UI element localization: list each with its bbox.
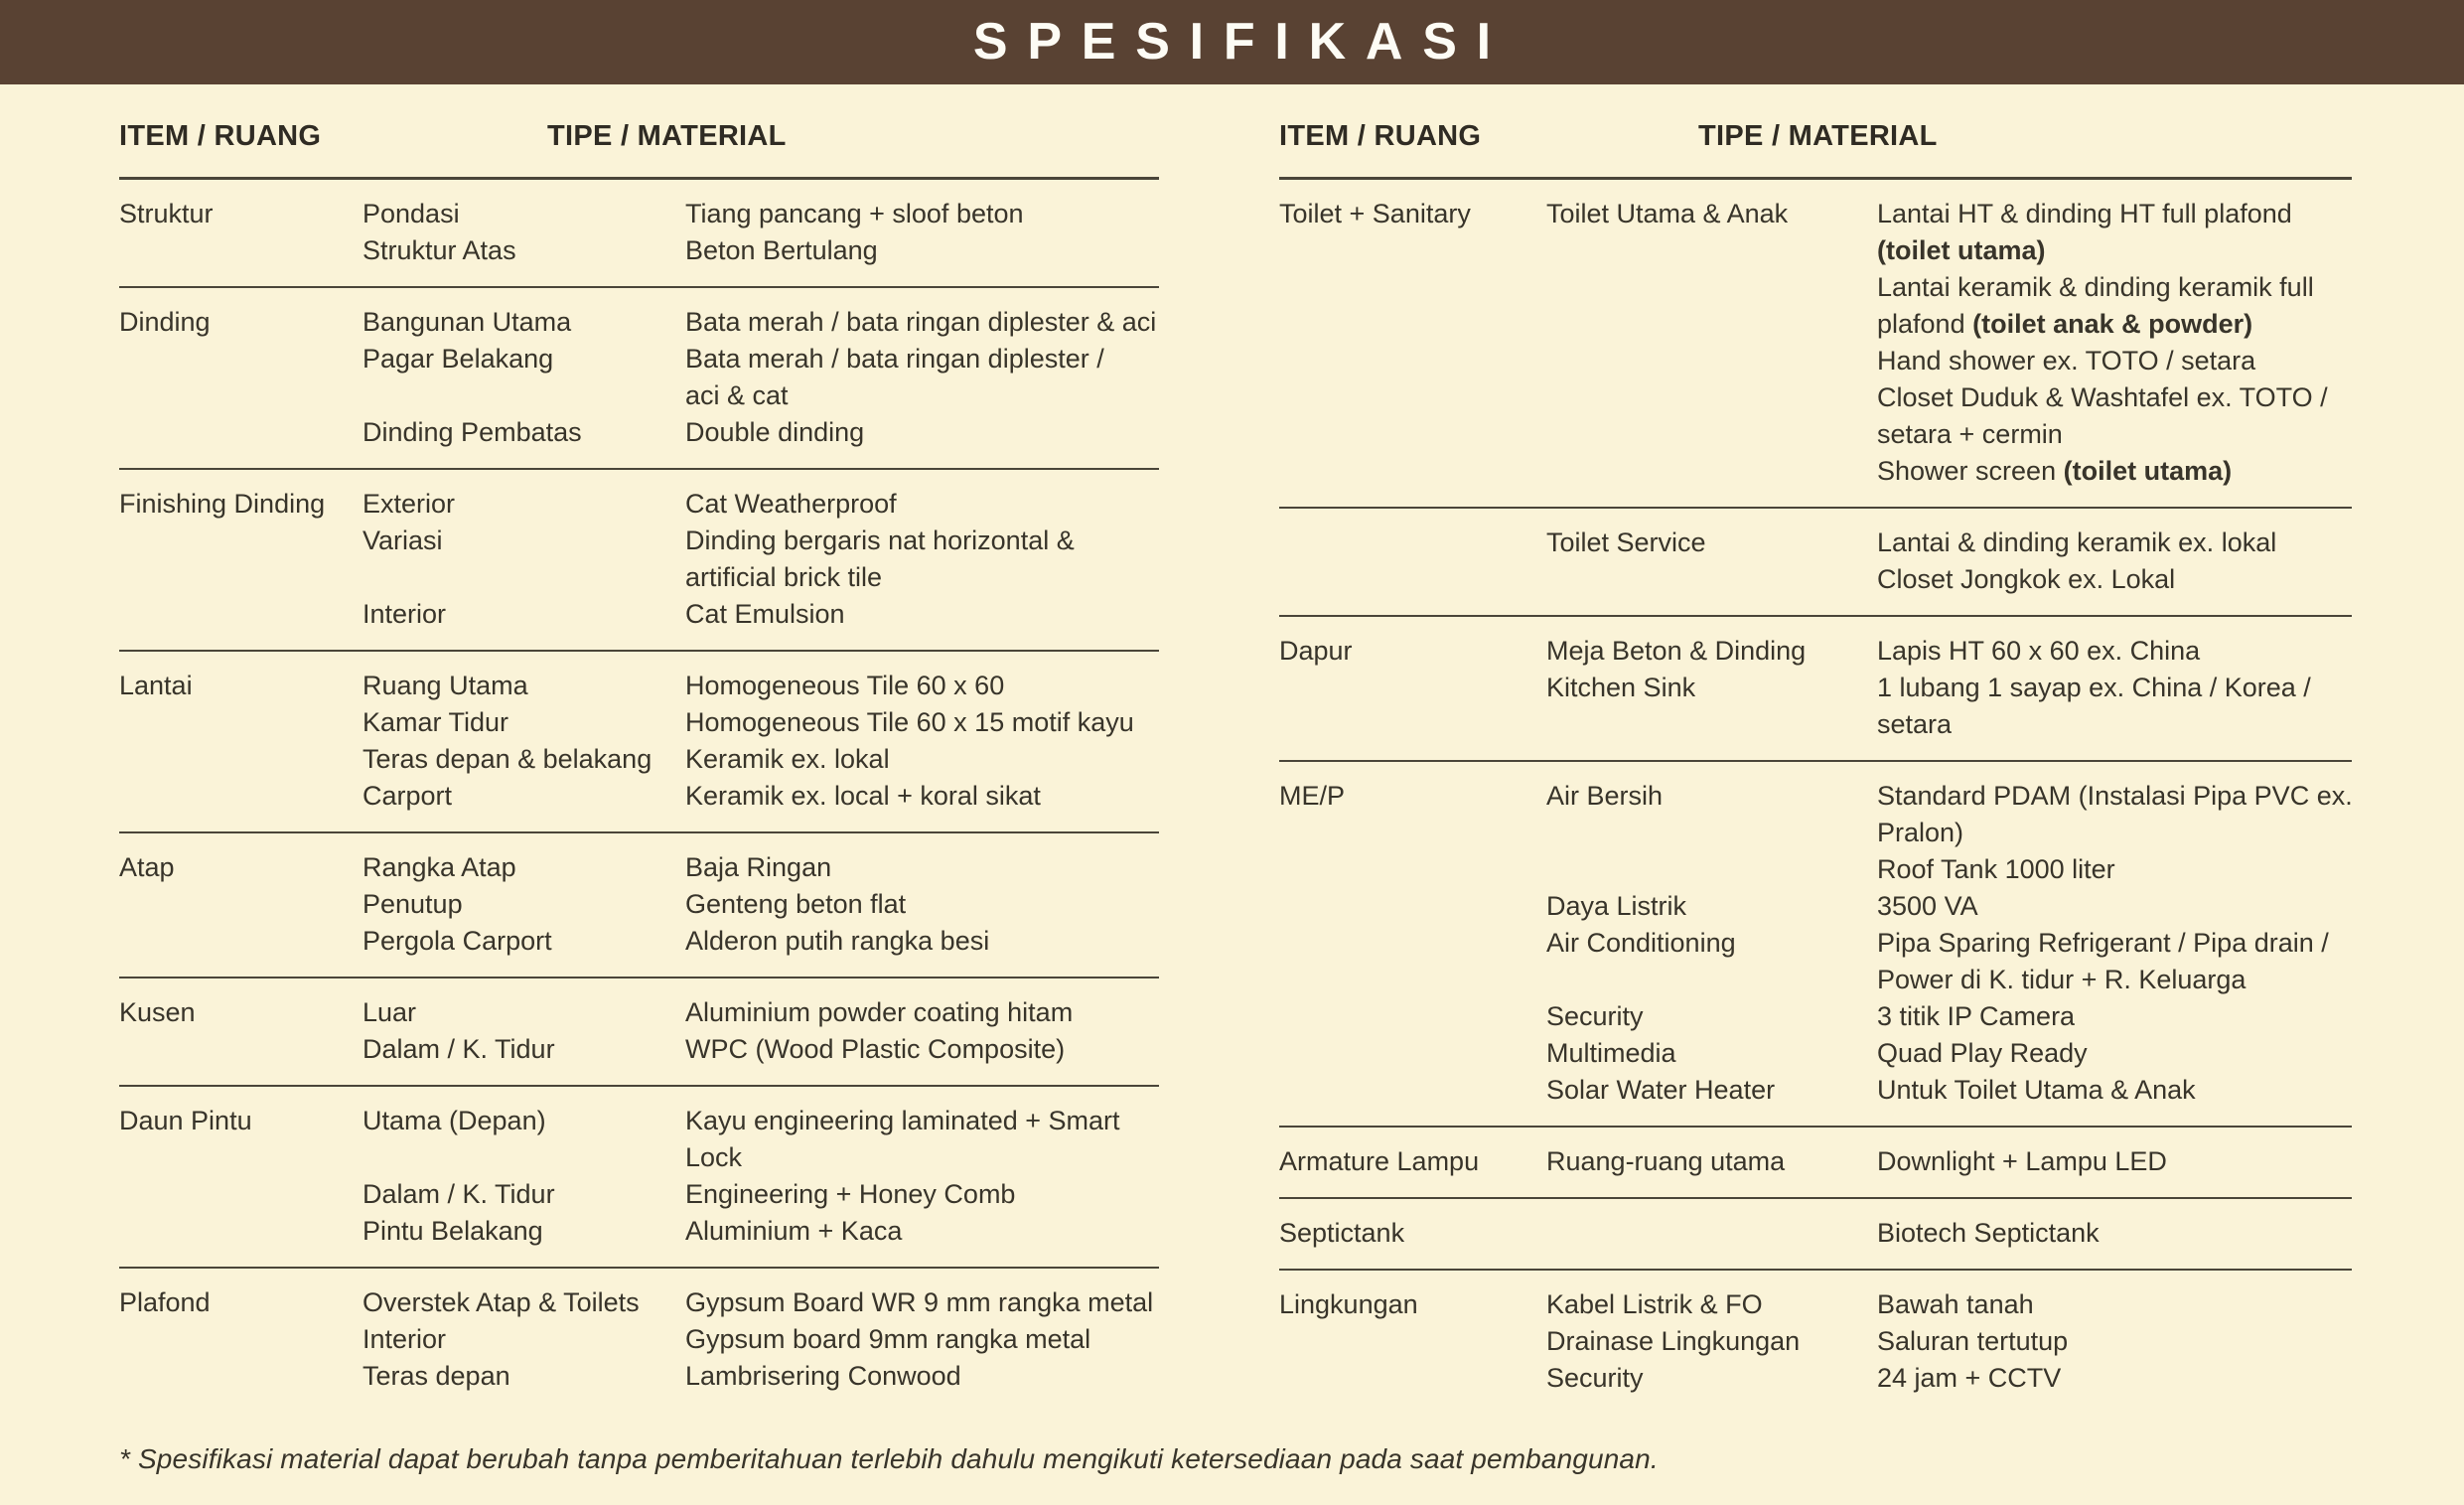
material-text: Lantai keramik & dinding keramik full: [1877, 272, 2314, 302]
material-line: [1877, 416, 2352, 453]
material-line: [1877, 815, 2352, 851]
material-text: Aluminium + Kaca: [685, 1216, 903, 1246]
spec-section: [119, 180, 1159, 286]
material-text: artificial brick tile: [685, 562, 883, 592]
spec-section: [1279, 1126, 2352, 1197]
material-text: Lantai & dinding keramik ex. lokal: [1877, 527, 2277, 557]
material-text: 1 lubang 1 sayap ex. China / Korea /: [1877, 673, 2311, 702]
sub-item-cell: Air Bersih: [1546, 781, 1664, 811]
spec-section: [1279, 760, 2352, 1126]
spec-row: [362, 1213, 1159, 1250]
material-line: [1877, 1143, 2352, 1180]
material-text: Standard PDAM (Instalasi Pipa PVC ex.: [1877, 781, 2353, 811]
table-body-right: [1279, 180, 2352, 1414]
item-cell: Dapur: [1279, 636, 1353, 666]
material-line: [685, 523, 1159, 559]
spec-section: [1279, 180, 2352, 507]
material-text: Shower screen: [1877, 456, 2064, 486]
sub-item-cell: Interior: [362, 1324, 447, 1354]
item-cell: Lingkungan: [1279, 1289, 1418, 1319]
spec-section: [119, 468, 1159, 650]
material-text: Closet Jongkok ex. Lokal: [1877, 564, 2176, 594]
page-title: SPESIFIKASI: [972, 13, 1511, 71]
spec-row: [362, 849, 1159, 886]
sub-item-cell: Security: [1546, 1363, 1644, 1393]
sub-item-cell: Toilet Utama & Anak: [1546, 199, 1789, 228]
spec-row: [362, 668, 1159, 704]
spec-section: [119, 286, 1159, 468]
material-line: [685, 232, 1159, 269]
spec-row: [1546, 1323, 2352, 1360]
material-text: Lantai HT & dinding HT full plafond: [1877, 199, 2292, 228]
material-line: [685, 704, 1159, 741]
material-cell: [1877, 925, 2352, 998]
material-text-bold: (toilet anak & powder): [1972, 309, 2253, 339]
material-text: Cat Emulsion: [685, 599, 845, 629]
material-line: [1877, 851, 2352, 888]
spec-row: [1546, 1215, 2352, 1252]
sub-item-cell: Penutup: [362, 889, 463, 919]
material-line: [685, 486, 1159, 523]
material-cell: [685, 1358, 1159, 1395]
spec-row: [362, 923, 1159, 960]
sub-item-cell: Pondasi: [362, 199, 460, 228]
material-line: [1877, 962, 2352, 998]
material-text: 24 jam + CCTV: [1877, 1363, 2062, 1393]
spec-row: [362, 486, 1159, 523]
material-text: Lock: [685, 1142, 743, 1172]
section-rows: [362, 668, 1159, 815]
material-text: Bata merah / bata ringan diplester & aci: [685, 307, 1157, 337]
sub-item-cell: Variasi: [362, 526, 443, 555]
material-text: Homogeneous Tile 60 x 60: [685, 671, 1005, 700]
spec-row: [362, 778, 1159, 815]
section-rows: [362, 994, 1159, 1068]
material-text: Untuk Toilet Utama & Anak: [1877, 1075, 2196, 1105]
spec-row: [362, 741, 1159, 778]
sub-item-cell: Air Conditioning: [1546, 928, 1736, 958]
section-rows: [362, 849, 1159, 960]
material-text: WPC (Wood Plastic Composite): [685, 1034, 1066, 1064]
material-line: [1877, 269, 2352, 306]
spec-row: [362, 1031, 1159, 1068]
material-line: [1877, 925, 2352, 962]
material-text: Engineering + Honey Comb: [685, 1179, 1016, 1209]
spec-row: [1546, 888, 2352, 925]
material-cell: [685, 1213, 1159, 1250]
spec-row: [362, 1321, 1159, 1358]
item-cell: Plafond: [119, 1287, 211, 1317]
spec-row: [362, 1176, 1159, 1213]
spec-row: [362, 523, 1159, 596]
spec-section: [1279, 1197, 2352, 1269]
item-cell: Kusen: [119, 997, 196, 1027]
sub-item-cell: Dalam / K. Tidur: [362, 1179, 555, 1209]
material-text: setara: [1877, 709, 1953, 739]
table-header: [1279, 84, 2352, 180]
sub-item-cell: Toilet Service: [1546, 527, 1706, 557]
section-rows: [1546, 525, 2352, 598]
section-rows: [362, 1103, 1159, 1250]
material-line: [1877, 343, 2352, 379]
material-line: [685, 741, 1159, 778]
material-line: [685, 1176, 1159, 1213]
material-cell: [685, 232, 1159, 269]
material-line: [685, 1213, 1159, 1250]
section-rows: [362, 1284, 1159, 1395]
material-line: [1877, 1360, 2352, 1397]
material-line: [685, 414, 1159, 451]
section-rows: [1546, 196, 2352, 490]
material-line: [1877, 379, 2352, 416]
spec-row: [362, 1284, 1159, 1321]
section-rows: [1546, 633, 2352, 743]
material-cell: [1877, 1072, 2352, 1109]
spec-row: [362, 341, 1159, 414]
material-line: [1877, 525, 2352, 561]
spec-section: [119, 650, 1159, 831]
material-line: [1877, 1035, 2352, 1072]
item-cell: Toilet + Sanitary: [1279, 199, 1471, 228]
sub-item-cell: Daya Listrik: [1546, 891, 1687, 921]
material-cell: [685, 304, 1159, 341]
item-cell: Struktur: [119, 199, 214, 228]
material-text: Pipa Sparing Refrigerant / Pipa drain /: [1877, 928, 2329, 958]
material-cell: [685, 923, 1159, 960]
column-header-type: TIPE / MATERIAL: [547, 120, 787, 152]
material-text: Pralon): [1877, 818, 1964, 847]
material-text: Hand shower ex. TOTO / setara: [1877, 346, 2256, 376]
material-line: [1877, 1323, 2352, 1360]
spec-row: [1546, 633, 2352, 670]
sub-item-cell: Multimedia: [1546, 1038, 1676, 1068]
sub-item-cell: Rangka Atap: [362, 852, 516, 882]
material-cell: [685, 341, 1159, 414]
material-line: [685, 1358, 1159, 1395]
spec-row: [1546, 670, 2352, 743]
footnote: * Spesifikasi material dapat berubah tanpa pemberitahuan terlebih dahulu mengikuti ketersediaan pada saat pembangunan.: [119, 1443, 1659, 1474]
material-text: Keramik ex. lokal: [685, 744, 890, 774]
section-rows: [1546, 1143, 2352, 1180]
material-line: [685, 923, 1159, 960]
sub-item-cell: Ruang-ruang utama: [1546, 1146, 1786, 1176]
sub-item-cell: Kabel Listrik & FO: [1546, 1289, 1763, 1319]
material-text: 3 titik IP Camera: [1877, 1001, 2076, 1031]
material-line: [685, 196, 1159, 232]
section-rows: [1546, 778, 2352, 1109]
column-header-item: ITEM / RUANG: [1279, 120, 1482, 152]
spec-row: [1546, 196, 2352, 490]
item-cell: Daun Pintu: [119, 1106, 252, 1135]
item-cell: Finishing Dinding: [119, 489, 326, 519]
material-cell: [1877, 1286, 2352, 1323]
material-cell: [685, 486, 1159, 523]
material-text: Quad Play Ready: [1877, 1038, 2088, 1068]
spec-row: [362, 232, 1159, 269]
material-text: Roof Tank 1000 liter: [1877, 854, 2115, 884]
material-line: [1877, 1286, 2352, 1323]
item-cell: ME/P: [1279, 781, 1346, 811]
material-text: Alderon putih rangka besi: [685, 926, 990, 956]
spec-table-left: [119, 84, 1159, 1414]
section-rows: [1546, 1215, 2352, 1252]
spec-section: [1279, 1269, 2352, 1414]
sub-item-cell: Pintu Belakang: [362, 1216, 543, 1246]
material-cell: [685, 741, 1159, 778]
material-cell: [1877, 1360, 2352, 1397]
material-text: 3500 VA: [1877, 891, 1978, 921]
material-line: [685, 377, 1159, 414]
material-text-bold: (toilet utama): [2063, 456, 2233, 486]
material-cell: [1877, 1323, 2352, 1360]
sub-item-cell: Interior: [362, 599, 447, 629]
material-text: Closet Duduk & Washtafel ex. TOTO /: [1877, 382, 2328, 412]
sub-item-cell: Struktur Atas: [362, 235, 516, 265]
material-text: Gypsum Board WR 9 mm rangka metal: [685, 1287, 1154, 1317]
material-line: [685, 1139, 1159, 1176]
spec-row: [1546, 1072, 2352, 1109]
material-line: [1877, 633, 2352, 670]
spec-row: [362, 1103, 1159, 1176]
sub-item-cell: Solar Water Heater: [1546, 1075, 1776, 1105]
material-text: Aluminium powder coating hitam: [685, 997, 1074, 1027]
material-text: setara + cermin: [1877, 419, 2063, 449]
column-header-item: ITEM / RUANG: [119, 120, 322, 152]
specification-tables: [0, 84, 2464, 1414]
material-cell: [685, 1031, 1159, 1068]
sub-item-cell: Exterior: [362, 489, 456, 519]
spec-row: [1546, 1143, 2352, 1180]
material-line: [1877, 561, 2352, 598]
spec-row: [362, 704, 1159, 741]
sub-item-cell: Carport: [362, 781, 453, 811]
material-cell: [1877, 633, 2352, 670]
material-line: [685, 886, 1159, 923]
material-text: Power di K. tidur + R. Keluarga: [1877, 965, 2247, 994]
spec-section: [1279, 615, 2352, 760]
table-header: [119, 84, 1159, 180]
material-line: [1877, 232, 2352, 269]
spec-section: [119, 1267, 1159, 1412]
spec-section: [119, 1085, 1159, 1267]
spec-section: [119, 977, 1159, 1085]
material-text: aci & cat: [685, 380, 789, 410]
material-cell: [1877, 778, 2352, 888]
sub-item-cell: Utama (Depan): [362, 1106, 546, 1135]
material-line: [685, 668, 1159, 704]
sub-item-cell: Kitchen Sink: [1546, 673, 1696, 702]
material-text: Beton Bertulang: [685, 235, 878, 265]
material-text: Double dinding: [685, 417, 865, 447]
material-line: [685, 304, 1159, 341]
material-cell: [685, 196, 1159, 232]
material-text: Genteng beton flat: [685, 889, 907, 919]
sub-item-cell: Teras depan & belakang: [362, 744, 652, 774]
material-line: [1877, 453, 2352, 490]
spec-row: [1546, 1286, 2352, 1323]
material-cell: [685, 1176, 1159, 1213]
material-cell: [685, 994, 1159, 1031]
material-line: [1877, 706, 2352, 743]
sub-item-cell: Overstek Atap & Toilets: [362, 1287, 640, 1317]
sub-item-cell: Luar: [362, 997, 417, 1027]
spec-row: [362, 886, 1159, 923]
spec-row: [362, 196, 1159, 232]
material-cell: [1877, 998, 2352, 1035]
material-text: Kayu engineering laminated + Smart: [685, 1106, 1120, 1135]
material-cell: [685, 1103, 1159, 1176]
material-line: [685, 596, 1159, 633]
spec-row: [362, 1358, 1159, 1395]
item-cell: Septictank: [1279, 1218, 1405, 1248]
spec-row: [1546, 925, 2352, 998]
material-cell: [685, 668, 1159, 704]
sub-item-cell: Kamar Tidur: [362, 707, 509, 737]
material-cell: [1877, 1143, 2352, 1180]
sub-item-cell: Security: [1546, 1001, 1644, 1031]
spec-row: [1546, 1035, 2352, 1072]
material-cell: [1877, 196, 2352, 490]
material-line: [1877, 670, 2352, 706]
material-cell: [1877, 670, 2352, 743]
material-line: [685, 1103, 1159, 1139]
item-cell: Lantai: [119, 671, 193, 700]
material-text: Homogeneous Tile 60 x 15 motif kayu: [685, 707, 1134, 737]
sub-item-cell: Ruang Utama: [362, 671, 528, 700]
material-line: [1877, 196, 2352, 232]
material-line: [1877, 778, 2352, 815]
material-cell: [1877, 1215, 2352, 1252]
material-cell: [685, 596, 1159, 633]
spec-row: [362, 994, 1159, 1031]
material-line: [685, 341, 1159, 377]
item-cell: Atap: [119, 852, 175, 882]
sub-item-cell: [1546, 1215, 1877, 1252]
material-line: [1877, 1215, 2352, 1252]
section-rows: [1546, 1286, 2352, 1397]
material-text: Downlight + Lampu LED: [1877, 1146, 2167, 1176]
material-text: Bawah tanah: [1877, 1289, 2034, 1319]
sub-item-cell: Meja Beton & Dinding: [1546, 636, 1807, 666]
sub-item-cell: Teras depan: [362, 1361, 510, 1391]
sub-item-cell: Dinding Pembatas: [362, 417, 582, 447]
item-cell: Dinding: [119, 307, 211, 337]
material-cell: [685, 886, 1159, 923]
section-rows: [362, 304, 1159, 451]
material-text: Lapis HT 60 x 60 ex. China: [1877, 636, 2201, 666]
material-text: Biotech Septictank: [1877, 1218, 2100, 1248]
sub-item-cell: Pagar Belakang: [362, 344, 554, 374]
material-text: Keramik ex. local + koral sikat: [685, 781, 1041, 811]
material-cell: [685, 1284, 1159, 1321]
material-text: Dinding bergaris nat horizontal &: [685, 526, 1075, 555]
material-cell: [1877, 525, 2352, 598]
material-text: plafond: [1877, 309, 1973, 339]
spec-section: [1279, 507, 2352, 615]
material-text-bold: (toilet utama): [1877, 235, 2046, 265]
spec-row: [1546, 778, 2352, 888]
material-cell: [685, 523, 1159, 596]
spec-row: [362, 414, 1159, 451]
material-line: [685, 778, 1159, 815]
spec-section: [119, 831, 1159, 977]
sub-item-cell: Pergola Carport: [362, 926, 552, 956]
material-text: Baja Ringan: [685, 852, 832, 882]
material-line: [1877, 306, 2352, 343]
material-line: [685, 1321, 1159, 1358]
title-bar: [0, 0, 2464, 84]
spec-row: [362, 304, 1159, 341]
material-line: [685, 559, 1159, 596]
column-header-type: TIPE / MATERIAL: [1698, 120, 1938, 152]
sub-item-cell: Bangunan Utama: [362, 307, 572, 337]
material-text: Saluran tertutup: [1877, 1326, 2069, 1356]
material-cell: [1877, 888, 2352, 925]
material-text: Gypsum board 9mm rangka metal: [685, 1324, 1091, 1354]
material-text: Tiang pancang + sloof beton: [685, 199, 1024, 228]
spec-row: [1546, 1360, 2352, 1397]
material-line: [1877, 1072, 2352, 1109]
material-line: [1877, 998, 2352, 1035]
material-text: Bata merah / bata ringan diplester /: [685, 344, 1104, 374]
spec-table-right: [1279, 84, 2352, 1414]
section-rows: [362, 196, 1159, 269]
material-text: Cat Weatherproof: [685, 489, 897, 519]
material-line: [685, 1284, 1159, 1321]
material-cell: [1877, 1035, 2352, 1072]
spec-row: [1546, 525, 2352, 598]
material-cell: [685, 704, 1159, 741]
section-rows: [362, 486, 1159, 633]
material-line: [685, 1031, 1159, 1068]
material-cell: [685, 778, 1159, 815]
sub-item-cell: Drainase Lingkungan: [1546, 1326, 1801, 1356]
material-cell: [685, 1321, 1159, 1358]
item-cell: Armature Lampu: [1279, 1146, 1480, 1176]
material-line: [1877, 888, 2352, 925]
item-cell: [1279, 525, 1546, 598]
material-cell: [685, 849, 1159, 886]
material-cell: [685, 414, 1159, 451]
material-line: [685, 849, 1159, 886]
spec-row: [1546, 998, 2352, 1035]
material-line: [685, 994, 1159, 1031]
table-body-left: [119, 180, 1159, 1412]
sub-item-cell: Dalam / K. Tidur: [362, 1034, 555, 1064]
material-text: Lambrisering Conwood: [685, 1361, 961, 1391]
spec-row: [362, 596, 1159, 633]
